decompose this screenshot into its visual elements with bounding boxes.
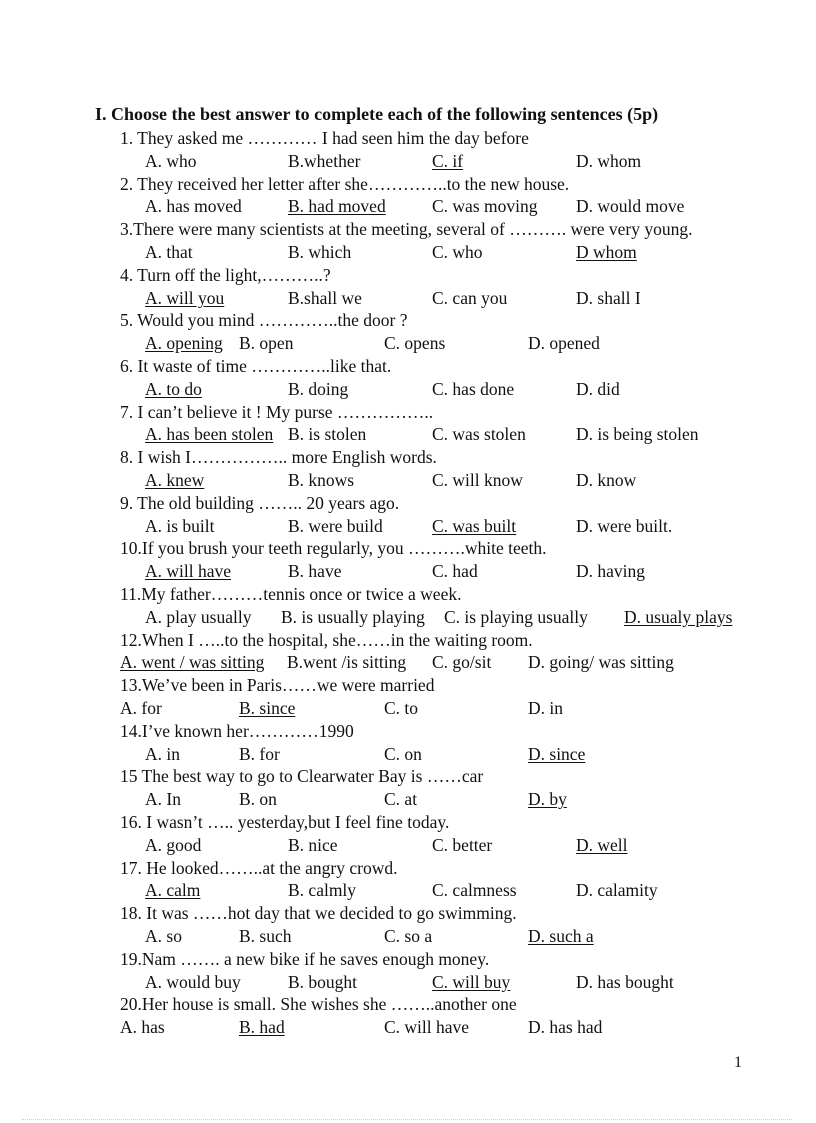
answer-option: C. better (432, 834, 493, 855)
answer-option: A. that (145, 242, 193, 262)
answer-option: D. has bought (576, 971, 674, 992)
question-stem: 8. I wish I…………….. more English words. (120, 447, 437, 468)
answer-option-selected: D. by (528, 789, 567, 810)
question-stem: 6. It waste of time …………..like that. (120, 356, 392, 376)
answer-option-selected: B. since (239, 698, 296, 718)
question-stem: 9. The old building …….. 20 years ago. (120, 492, 400, 513)
answer-option: A. for (120, 698, 162, 718)
question-stem: 20.Her house is small. She wishes she ……..another one (120, 994, 517, 1015)
answer-option: B. which (288, 242, 352, 262)
answer-option-selected: A. will have (145, 561, 232, 582)
answer-option: B. bought (288, 971, 358, 992)
answer-option: C. is playing usually (444, 606, 588, 627)
question-stem: 5. Would you mind …………..the door ? (120, 310, 408, 331)
answer-option: C. will know (432, 470, 523, 490)
answer-option: C. on (384, 743, 422, 764)
answer-option: A. play usually (145, 606, 252, 627)
answer-option: B. on (239, 789, 277, 810)
answer-option-selected: A. knew (145, 470, 205, 490)
question-stem: 12.When I …..to the hospital, she……in the waiting room. (120, 629, 533, 650)
answer-option: A. so (145, 926, 182, 946)
answer-option: D. having (576, 561, 646, 582)
answer-option-selected: A. has been stolen (145, 424, 274, 445)
answer-option-selected: B. had moved (288, 196, 386, 217)
answer-option: D. going/ was sitting (528, 652, 674, 673)
answer-option-selected: A. opening (145, 333, 223, 354)
answer-option: B. were build (288, 515, 383, 536)
answer-option: C. calmness (432, 880, 517, 901)
question-stem: 14.I’ve known her…………1990 (120, 720, 354, 741)
answer-option: A. In (145, 789, 181, 810)
question-stem: 11.My father………tennis once or twice a week. (120, 584, 462, 604)
answer-option: D. whom (576, 150, 642, 171)
answer-option: C. will have (384, 1017, 470, 1038)
answer-option-selected: C. was built (432, 515, 517, 536)
question-stem: 3.There were many scientists at the meeting, several of ………. were very young. (120, 219, 693, 240)
answer-option: C. has done (432, 378, 515, 399)
answer-option-selected: A. went / was sitting (120, 652, 265, 673)
question-stem: 1. They asked me ………… I had seen him the day before (120, 128, 529, 148)
question-stem: 15 The best way to go to Clearwater Bay is ……car (120, 766, 484, 787)
answer-option-selected: A. calm (145, 880, 201, 901)
answer-option-selected: D whom (576, 242, 637, 262)
answer-option: D. were built. (576, 515, 673, 536)
answer-option-selected: A. will you (145, 287, 225, 308)
question-stem: 17. He looked……..at the angry crowd. (120, 857, 398, 878)
question-stem: 2. They received her letter after she…………..to the new house. (120, 173, 570, 194)
answer-option-selected: D. well (576, 834, 628, 855)
answer-option: C. can you (432, 287, 508, 308)
answer-option: B. is usually playing (281, 606, 425, 627)
answer-option: B. nice (288, 834, 338, 855)
answer-option: B. open (239, 333, 294, 354)
question-stem: 16. I wasn’t ….. yesterday,but I feel fine today. (120, 812, 450, 832)
answer-option: D. opened (528, 333, 600, 354)
answer-option: D. calamity (576, 880, 658, 901)
answer-option-selected: C. will buy (432, 971, 511, 992)
answer-option: A. has (120, 1017, 165, 1038)
answer-option-selected: B. had (239, 1017, 285, 1038)
answer-option: D. is being stolen (576, 424, 699, 445)
answer-option: C. so a (384, 926, 433, 946)
page-bottom-border (22, 1119, 792, 1120)
answer-option: C. to (384, 698, 419, 718)
answer-option: B.went /is sitting (287, 652, 407, 673)
question-stem: 10.If you brush your teeth regularly, you ……….white teeth. (120, 538, 547, 559)
answer-option: D. know (576, 470, 637, 490)
answer-option: B. is stolen (288, 424, 367, 445)
answer-option: C. had (432, 561, 478, 582)
section-heading: I. Choose the best answer to complete each of the following sentences (5p) (95, 104, 659, 124)
answer-option: B. knows (288, 470, 355, 490)
answer-option-selected: D. since (528, 743, 586, 764)
answer-option: A. good (145, 834, 202, 855)
answer-option: C. was moving (432, 196, 538, 217)
answer-option: A. who (145, 150, 197, 171)
answer-option: A. has moved (145, 196, 242, 217)
answer-option: C. was stolen (432, 424, 526, 445)
answer-option: B.whether (288, 150, 361, 171)
answer-option-selected: D. such a (528, 926, 594, 946)
question-stem: 18. It was ……hot day that we decided to go swimming. (120, 903, 517, 924)
answer-option: C. opens (384, 333, 446, 354)
answer-option: D. did (576, 378, 620, 399)
answer-option-selected: D. usualy plays (624, 606, 733, 627)
answer-option-selected: C. if (432, 150, 464, 171)
answer-option: D. shall I (576, 287, 641, 308)
question-stem: 19.Nam ……. a new bike if he saves enough money. (120, 948, 490, 969)
answer-option: B.shall we (288, 287, 362, 308)
answer-option: C. at (384, 789, 418, 810)
answer-option: C. go/sit (432, 652, 492, 673)
answer-option: B. doing (288, 378, 349, 399)
question-stem: 13.We’ve been in Paris……we were married (120, 675, 435, 696)
answer-option: C. who (432, 242, 483, 262)
answer-option: A. would buy (145, 971, 241, 992)
answer-option: D. would move (576, 196, 685, 217)
answer-option: A. in (145, 743, 180, 764)
answer-option: B. have (288, 561, 342, 582)
answer-option: B. calmly (288, 880, 357, 901)
answer-option-selected: A. to do (145, 378, 202, 399)
question-stem: 7. I can’t believe it ! My purse …………….. (120, 401, 434, 422)
page-number: 1 (734, 1054, 742, 1071)
answer-option: B. for (239, 743, 280, 764)
answer-option: D. has had (528, 1017, 603, 1038)
answer-option: A. is built (145, 515, 215, 536)
answer-option: D. in (528, 698, 563, 718)
answer-option: B. such (239, 926, 292, 946)
question-stem: 4. Turn off the light,………..? (120, 264, 331, 285)
